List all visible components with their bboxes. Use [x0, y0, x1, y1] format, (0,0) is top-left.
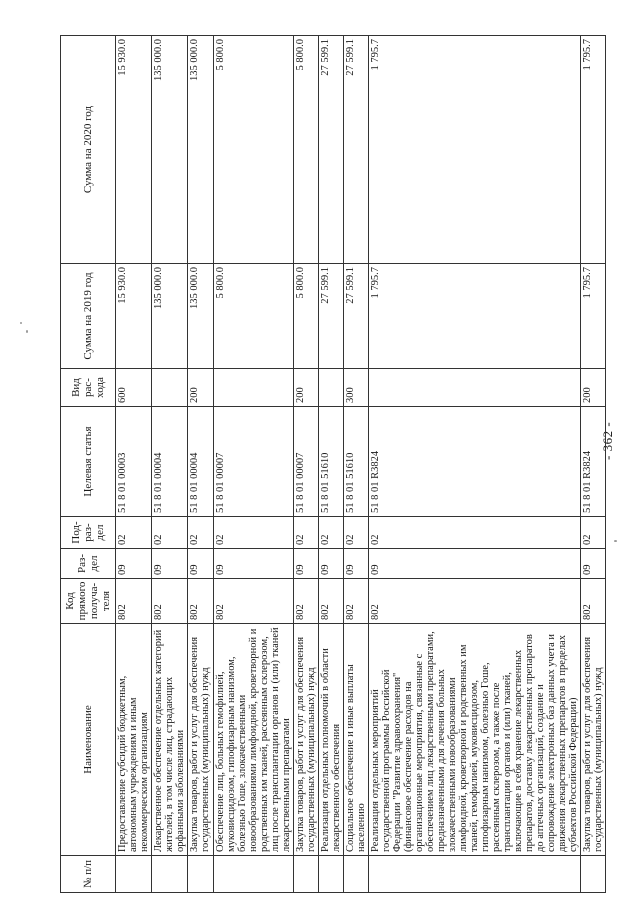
cell-name: Обеспечение лиц, больных гемофилией, муковисцидозом, гипофизарным нанизмом, болезнью Гоше, злокачественными новообразованиями лимфоидной, кроветворной и родственных им тканей, рассеянным склерозом, лиц после трансплантации органов и (или) тканей лекарственными препаратами [213, 624, 293, 856]
cell-target: 51 8 01 00003 [116, 407, 152, 517]
cell-name: Закупка товаров, работ и услуг для обеспечения государственных (муниципальных) нужд [188, 624, 213, 856]
cell-num [293, 856, 318, 893]
cell-expense-type [318, 369, 343, 407]
cell-num [343, 856, 368, 893]
cell-sum-2019: 1 795.7 [368, 264, 580, 369]
cell-sum-2019: 5 800.0 [293, 264, 318, 369]
cell-section: 09 [293, 549, 318, 579]
cell-recipient: 802 [581, 579, 606, 624]
cell-sum-2019: 5 800.0 [213, 264, 293, 369]
cell-sum-2019: 135 000.0 [188, 264, 213, 369]
table-row [318, 36, 343, 893]
cell-num [368, 856, 580, 893]
cell-subsection: 02 [152, 517, 188, 549]
cell-recipient: 802 [116, 579, 152, 624]
header-cell-sum-2020: Сумма на 2020 год [61, 36, 116, 264]
cell-recipient: 802 [293, 579, 318, 624]
cell-expense-type [368, 369, 580, 407]
cell-sum-2020: 135 000.0 [188, 36, 213, 264]
cell-subsection: 02 [293, 517, 318, 549]
cell-target: 51 8 01 00004 [152, 407, 188, 517]
cell-sum-2020: 27 599.1 [343, 36, 368, 264]
cell-name: Социальное обеспечение и иные выплаты населению [343, 624, 368, 856]
cell-recipient: 802 [152, 579, 188, 624]
cell-sum-2020: 1 795.7 [581, 36, 606, 264]
header-cell-num: № п/п [61, 856, 116, 893]
cell-sum-2019: 1 795.7 [581, 264, 606, 369]
cell-target: 51 8 01 51610 [343, 407, 368, 517]
cell-expense-type [213, 369, 293, 407]
table-row [188, 36, 213, 893]
cell-target: 51 8 01 R3824 [368, 407, 580, 517]
cell-num [116, 856, 152, 893]
cell-section: 09 [318, 549, 343, 579]
cell-sum-2019: 135 000.0 [152, 264, 188, 369]
header-cell-section: Раз-дел [61, 549, 116, 579]
cell-target: 51 8 01 00007 [293, 407, 318, 517]
cell-sum-2019: 27 599.1 [343, 264, 368, 369]
header-row [61, 36, 116, 893]
page-number: - 362 - [600, 421, 615, 460]
cell-name: Закупка товаров, работ и услуг для обеспечения государственных (муниципальных) нужд [581, 624, 606, 856]
header-cell-target: Целевая статья [61, 407, 116, 517]
table-row [152, 36, 188, 893]
header-cell-recipient: Код прямого получа-теля [61, 579, 116, 624]
cell-sum-2020: 135 000.0 [152, 36, 188, 264]
header-cell-expense-type: Вид рас-хода [61, 369, 116, 407]
cell-recipient: 802 [318, 579, 343, 624]
cell-expense-type: 200 [293, 369, 318, 407]
cell-section: 09 [213, 549, 293, 579]
cell-subsection: 02 [343, 517, 368, 549]
table-row [116, 36, 152, 893]
cell-num [318, 856, 343, 893]
cell-expense-type: 600 [116, 369, 152, 407]
cell-target: 51 8 01 00004 [188, 407, 213, 517]
table-row [213, 36, 293, 893]
cell-num [213, 856, 293, 893]
header-cell-sum-2019: Сумма на 2019 год [61, 264, 116, 369]
cell-num [152, 856, 188, 893]
cell-recipient: 802 [368, 579, 580, 624]
cell-expense-type: 200 [188, 369, 213, 407]
cell-num [188, 856, 213, 893]
cell-target: 51 8 01 R3824 [581, 407, 606, 517]
cell-subsection: 02 [581, 517, 606, 549]
cell-section: 09 [581, 549, 606, 579]
cell-section: 09 [116, 549, 152, 579]
cell-name: Закупка товаров, работ и услуг для обеспечения государственных (муниципальных) нужд [293, 624, 318, 856]
budget-table [60, 35, 606, 893]
cell-section: 09 [368, 549, 580, 579]
header-cell-name: Наименование [61, 624, 116, 856]
cell-subsection: 02 [318, 517, 343, 549]
cell-subsection: 02 [188, 517, 213, 549]
cell-target: 51 8 01 51610 [318, 407, 343, 517]
cell-name: Лекарственное обеспечение отдельных категорий жителей, в том числе лиц, страдающих орфанными заболеваниями [152, 624, 188, 856]
header-cell-subsection: Под-раз-дел [61, 517, 116, 549]
cell-name: Реализация отдельных мероприятий государственной программы Российской Федерации "Развитие здравоохранения" (финансовое обеспечение расходов на организационные мероприятия, связанные с обеспечением лиц лекарственными препаратами, предназначенными для лечения больных злокачественными новообразованиями лимфоидной, кроветворной и родственных им тканей, гемофилией, муковисцидозом, гипофизарным нанизмом, болезнью Гоше, рассеянным склерозом, а также после трансплантации органов и (или) тканей, включающие в себя хранение лекарственных препаратов, доставку лекарственных препаратов до аптечных организаций, создание и сопровождение электронных баз данных учета и движения лекарственных препаратов в пределах субъектов Российской Федерации) [368, 624, 580, 856]
scan-speck [26, 330, 28, 333]
cell-subsection: 02 [116, 517, 152, 549]
cell-section: 09 [343, 549, 368, 579]
scan-speck [20, 322, 22, 324]
table-row [293, 36, 318, 893]
cell-expense-type [152, 369, 188, 407]
cell-sum-2020: 15 930.0 [116, 36, 152, 264]
table-body [116, 36, 606, 893]
cell-expense-type: 300 [343, 369, 368, 407]
cell-sum-2020: 27 599.1 [318, 36, 343, 264]
cell-section: 09 [152, 549, 188, 579]
cell-section: 09 [188, 549, 213, 579]
cell-recipient: 802 [188, 579, 213, 624]
cell-expense-type: 200 [581, 369, 606, 407]
cell-name: Реализация отдельных полномочий в области лекарственного обеспечения [318, 624, 343, 856]
cell-sum-2019: 27 599.1 [318, 264, 343, 369]
cell-subsection: 02 [213, 517, 293, 549]
scan-speck [614, 540, 617, 542]
cell-recipient: 802 [343, 579, 368, 624]
table-row [343, 36, 368, 893]
table-row [581, 36, 606, 893]
cell-sum-2020: 5 800.0 [213, 36, 293, 264]
cell-name: Предоставление субсидий бюджетным, автономным учреждениям и иным некоммерческим организациям [116, 624, 152, 856]
cell-num [581, 856, 606, 893]
cell-sum-2019: 15 930.0 [116, 264, 152, 369]
cell-recipient: 802 [213, 579, 293, 624]
cell-target: 51 8 01 00007 [213, 407, 293, 517]
cell-sum-2020: 5 800.0 [293, 36, 318, 264]
cell-sum-2020: 1 795.7 [368, 36, 580, 264]
table-row [368, 36, 580, 893]
cell-subsection: 02 [368, 517, 580, 549]
table-header [61, 36, 116, 893]
